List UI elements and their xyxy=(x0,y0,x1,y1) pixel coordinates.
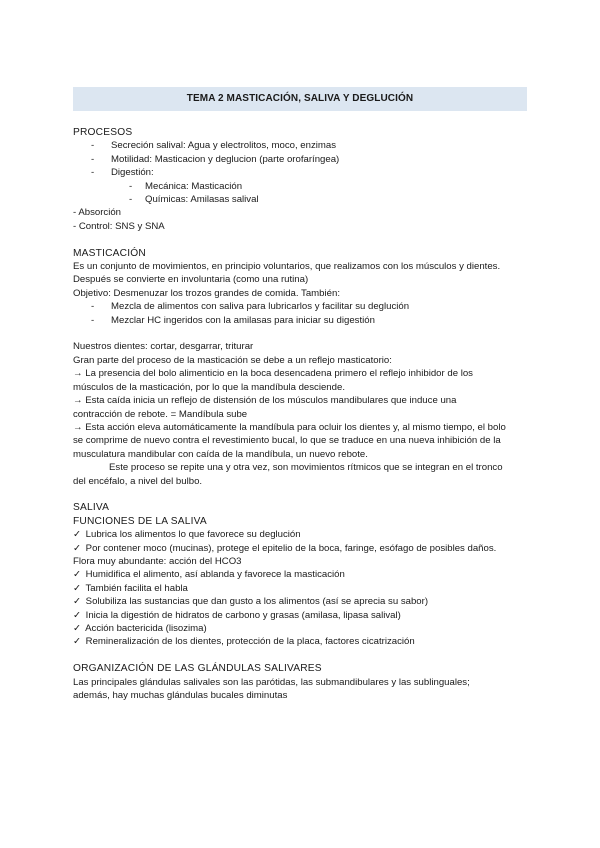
check-icon: ✓ xyxy=(73,542,82,554)
sub-list-item: - Mecánica: Masticación xyxy=(129,180,243,192)
check-icon: ✓ xyxy=(73,622,82,634)
text-line: musculatura mandibular con caída de la mandíbula, un nuevo rebote. xyxy=(73,448,368,460)
text-line: se comprime de nuevo contra el revestimiento bucal, lo que se traduce en una nueva inhibición de la xyxy=(73,435,501,447)
check-item: ✓ Por contener moco (mucinas), protege el epitelio de la boca, faringe, esófago de posibles daños. xyxy=(73,542,497,554)
text-line: Flora muy abundante: acción del HCO3 xyxy=(73,555,242,567)
text-line: Nuestros dientes: cortar, desgarrar, triturar xyxy=(73,341,254,353)
text-line: - Absorción xyxy=(73,207,121,219)
check-item: ✓ También facilita el habla xyxy=(73,582,188,594)
text-line: Este proceso se repite una y otra vez, son movimientos rítmicos que se integran en el tronco xyxy=(109,462,503,474)
title-text: TEMA 2 MASTICACIÓN, SALIVA Y DEGLUCIÓN xyxy=(186,93,414,105)
section-heading-saliva: SALIVA xyxy=(73,502,110,514)
check-item: ✓ Remineralización de los dientes, protección de la placa, factores cicatrización xyxy=(73,636,415,648)
check-icon: ✓ xyxy=(73,569,82,581)
list-item: - Mezcla de alimentos con saliva para lubricarlos y facilitar su deglución xyxy=(91,301,410,313)
check-icon: ✓ xyxy=(73,582,82,594)
text-line: Gran parte del proceso de la masticación se debe a un reflejo masticatorio: xyxy=(73,354,392,366)
section-heading-organizacion: ORGANIZACIÓN DE LAS GLÁNDULAS SALIVARES xyxy=(73,663,322,675)
text-line: Objetivo: Desmenuzar los trozos grandes de comida. También: xyxy=(73,287,340,299)
list-item: - Digestión: xyxy=(91,167,154,179)
check-icon: ✓ xyxy=(73,529,82,541)
text-line: Las principales glándulas salivales son las parótidas, las submandibulares y las sublinguales; xyxy=(73,676,470,688)
document-body xyxy=(73,126,533,702)
check-icon: ✓ xyxy=(73,636,82,648)
text-line: - Control: SNS y SNA xyxy=(73,220,165,232)
list-item: - Motilidad: Masticacion y deglucion (parte orofaríngea) xyxy=(91,153,340,165)
text-line: del encéfalo, a nivel del bulbo. xyxy=(73,475,203,487)
text-line: → La presencia del bolo alimenticio en la boca desencadena primero el reflejo inhibidor de los xyxy=(73,368,473,380)
sub-list-item: - Químicas: Amilasas salival xyxy=(129,194,259,206)
document-title xyxy=(73,87,527,111)
text-line: Es un conjunto de movimientos, en principio voluntarios, que realizamos con los músculos y dientes. xyxy=(73,261,501,273)
text-line: además, hay muchas glándulas bucales diminutas xyxy=(73,690,288,701)
section-heading-masticacion: MASTICACIÓN xyxy=(73,247,146,259)
text-line: músculos de la masticación, por lo que la mandíbula desciende. xyxy=(73,381,345,393)
check-item: ✓ Humidifica el alimento, así ablanda y favorece la masticación xyxy=(73,569,345,581)
section-heading-procesos: PROCESOS xyxy=(73,127,133,138)
check-item: ✓ Solubiliza las sustancias que dan gusto a los alimentos (así se aprecia su sabor) xyxy=(73,596,429,608)
check-item: ✓ Acción bactericida (lisozima) xyxy=(73,622,207,634)
text-line: → Esta caída inicia un reflejo de distensión de los músculos mandibulares que induce una xyxy=(73,395,457,407)
check-item: ✓ Inicia la digestión de hidratos de carbono y grasas (amilasa, lipasa salival) xyxy=(73,609,401,621)
check-icon: ✓ xyxy=(73,596,82,608)
check-icon: ✓ xyxy=(73,609,82,621)
text-line: → Esta acción eleva automáticamente la mandíbula para ocluir los dientes y, al mismo tiempo, el bolo xyxy=(73,421,506,433)
check-item: ✓ Lubrica los alimentos lo que favorece su deglución xyxy=(73,529,301,541)
text-line: Después se convierte en involuntaria (como una rutina) xyxy=(73,274,309,286)
list-item: - Mezclar HC ingeridos con la amilasas para iniciar su digestión xyxy=(91,314,375,326)
text-line: contracción de rebote. = Mandíbula sube xyxy=(73,408,248,420)
list-item: - Secreción salival: Agua y electrolitos, moco, enzimas xyxy=(91,140,337,152)
subsection-heading-funciones: FUNCIONES DE LA SALIVA xyxy=(73,515,207,527)
